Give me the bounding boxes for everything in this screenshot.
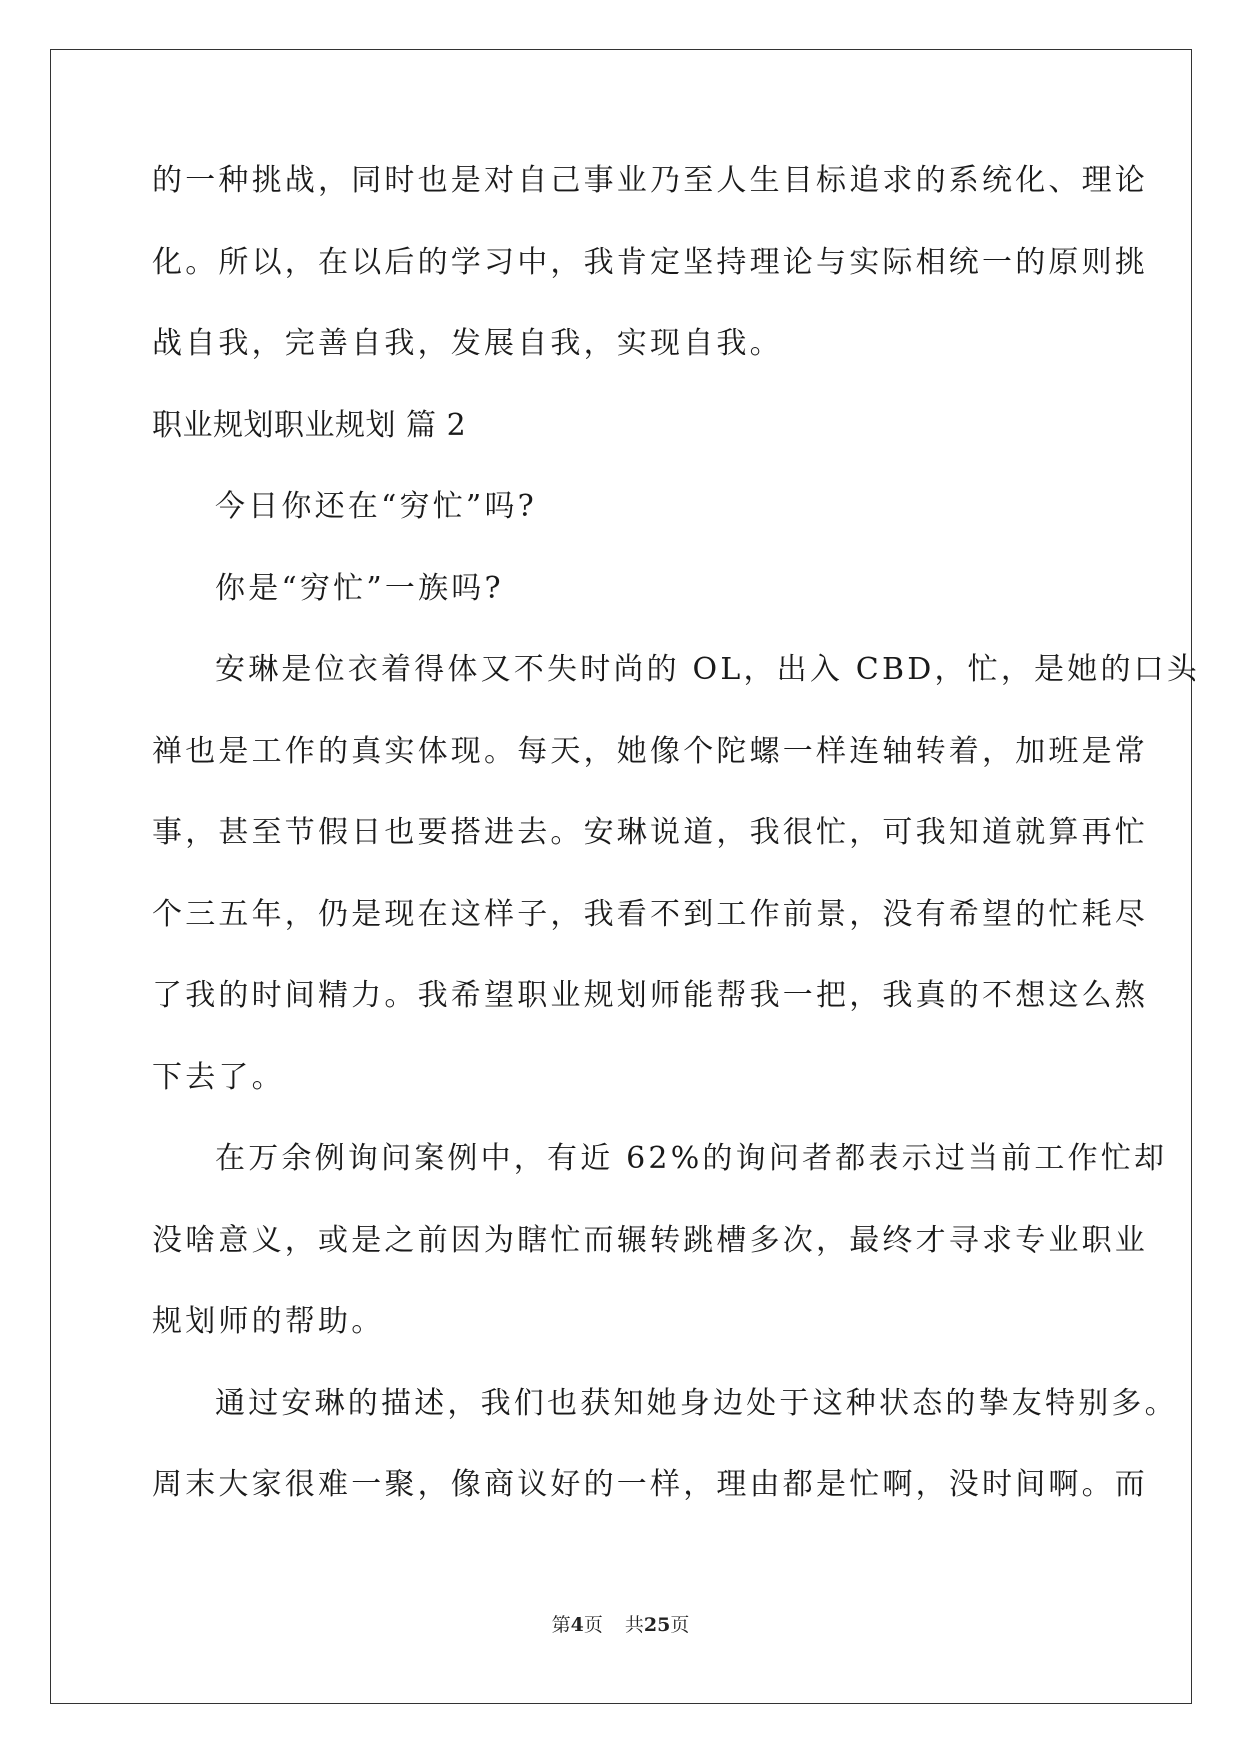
paragraph-start-line: 通过安琳的描述，我们也获知她身边处于这种状态的挚友特别多。 <box>215 1385 1178 1421</box>
text-line: 化。所以，在以后的学习中，我肯定坚持理论与实际相统一的原则挑 <box>152 244 1148 280</box>
page-footer <box>0 1610 1241 1637</box>
page-total: 25 <box>643 1614 671 1636</box>
text-line: 的一种挑战，同时也是对自己事业乃至人生目标追求的系统化、理论 <box>152 163 1148 198</box>
page-prefix: 第 <box>551 1614 571 1636</box>
paragraph-start-line: 你是“穷忙”一族吗? <box>215 570 504 606</box>
total-suffix: 页 <box>670 1614 690 1636</box>
text-line: 战自我，完善自我，发展自我，实现自我。 <box>152 326 783 361</box>
text-line: 规划师的帮助。 <box>152 1304 385 1339</box>
page-suffix: 页 <box>583 1614 603 1636</box>
paragraph-start-line: 今日你还在“穷忙”吗? <box>215 489 537 524</box>
section-heading: 职业规划职业规划 篇 2 <box>152 407 467 443</box>
text-line: 没啥意义，或是之前因为瞎忙而辗转跳槽多次，最终才寻求专业职业 <box>152 1222 1148 1258</box>
text-line: 周末大家很难一聚，像商议好的一样，理由都是忙啊，没时间啊。而 <box>152 1467 1148 1502</box>
text-line: 禅也是工作的真实体现。每天，她像个陀螺一样连轴转着，加班是常 <box>152 733 1148 769</box>
document-body <box>152 160 1201 1546</box>
text-line: 个三五年，仍是现在这样子，我看不到工作前景，没有希望的忙耗尽 <box>152 896 1148 932</box>
text-line: 了我的时间精力。我希望职业规划师能帮我一把，我真的不想这么熬 <box>152 978 1148 1013</box>
text-line: 下去了。 <box>152 1059 285 1095</box>
total-prefix: 共 <box>624 1614 644 1636</box>
paragraph-start-line: 在万余例询问案例中，有近 62%的询问者都表示过当前工作忙却 <box>215 1141 1168 1176</box>
paragraph-start-line: 安琳是位衣着得体又不失时尚的 OL，出入 CBD，忙，是她的口头 <box>215 652 1201 687</box>
text-line: 事，甚至节假日也要搭进去。安琳说道，我很忙，可我知道就算再忙 <box>152 815 1148 850</box>
page-current: 4 <box>570 1614 584 1636</box>
